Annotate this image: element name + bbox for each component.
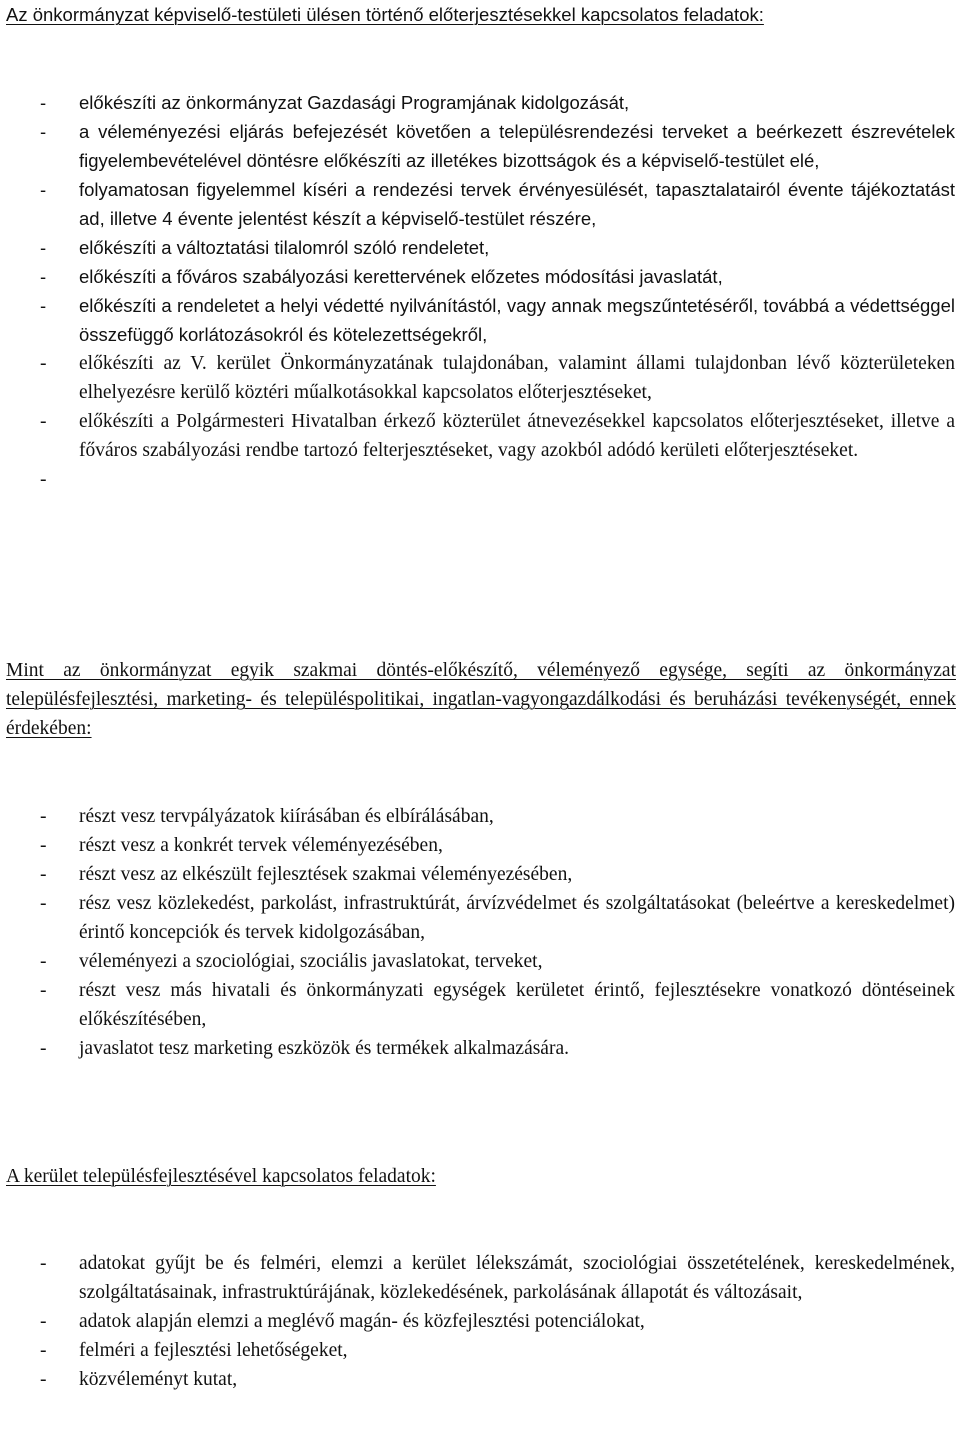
list-item-text: rész vesz közlekedést, parkolást, infrastruktúrát, árvízvédelmet és szolgáltatásokat (beleértve a kereskedelmet) érintő koncepciók és tervek kidolgozásában,	[79, 893, 955, 943]
section2-list	[0, 802, 960, 1063]
list-dash: -	[40, 864, 47, 885]
list-item	[0, 175, 960, 233]
list-item-text: folyamatosan figyelemmel kíséri a rendezési tervek érvényesülését, tapasztalatairól évente tájékoztatást ad, illetve 4 évente jelentést készít a képviselő-testület részére,	[79, 179, 955, 229]
list-dash: -	[40, 1311, 47, 1332]
list-item	[0, 1336, 960, 1365]
list-item	[0, 1365, 960, 1394]
list-item-text: véleményezi a szociológiai, szociális javaslatokat, terveket,	[79, 951, 543, 972]
list-item	[0, 976, 960, 1034]
list-item	[0, 117, 960, 175]
list-item	[0, 1249, 960, 1307]
list-item	[0, 291, 960, 349]
list-item-text: előkészíti a rendeletet a helyi védetté nyilvánítástól, vagy annak megszűntetéséről, továbbá a védettséggel összefüggő korlátozásokról és kötelezettségekről,	[79, 295, 955, 345]
list-dash: -	[40, 893, 47, 914]
list-item	[0, 889, 960, 947]
list-dash: -	[40, 121, 47, 142]
section1-heading: Az önkormányzat képviselő-testületi ülésen történő előterjesztésekkel kapcsolatos feladatok:	[6, 4, 764, 25]
list-item	[0, 831, 960, 860]
list-item-text: adatokat gyűjt be és felméri, elemzi a kerület lélekszámát, szociológiai összetételének, kereskedelmének, szolgáltatásainak, infrastruktúrájának, közlekedésének, parkolásának állapotát és változásait,	[79, 1253, 955, 1303]
list-dash: -	[40, 353, 47, 374]
list-item	[0, 407, 960, 465]
list-item-text: részt vesz a konkrét tervek véleményezésében,	[79, 835, 443, 856]
list-item	[0, 233, 960, 262]
list-item-text: a véleményezési eljárás befejezését követően a településrendezési terveket a beérkezett észrevételek figyelembevételével döntésre előkészíti az illetékes bizottságok és a képviselő-testület elé,	[79, 121, 955, 171]
list-dash: -	[40, 835, 47, 856]
list-dash: -	[40, 1369, 47, 1390]
list-item-text: javaslatot tesz marketing eszközök és termékek alkalmazására.	[79, 1038, 569, 1059]
list-dash: -	[40, 295, 47, 316]
list-item-text: felméri a fejlesztési lehetőségeket,	[79, 1340, 348, 1361]
list-dash: -	[40, 469, 47, 490]
list-item	[0, 947, 960, 976]
list-item-text: előkészíti a változtatási tilalomról szóló rendeletet,	[79, 237, 490, 258]
list-dash: -	[40, 951, 47, 972]
list-dash: -	[40, 1253, 47, 1274]
list-dash: -	[40, 92, 47, 113]
list-item-text: adatok alapján elemzi a meglévő magán- és közfejlesztési potenciálokat,	[79, 1311, 645, 1332]
section2-heading: Mint az önkormányzat egyik szakmai döntés-előkészítő, véleményező egysége, segíti az önkormányzat településfejlesztési, marketing- és településpolitikai, ingatlan-vagyongazdálkodási és beruházási tevékenységét, ennek érdekében:	[6, 660, 956, 739]
list-item-empty	[0, 465, 960, 494]
list-item	[0, 860, 960, 889]
list-dash: -	[40, 1038, 47, 1059]
list-dash: -	[40, 266, 47, 287]
list-item	[0, 262, 960, 291]
list-dash: -	[40, 1340, 47, 1361]
list-item-text: előkészíti az V. kerület Önkormányzatának tulajdonában, valamint állami tulajdonban lévő közterületeken elhelyezésre kerülő köztéri műalkotásokkal kapcsolatos előterjesztéseket,	[79, 353, 955, 403]
list-item-text: részt vesz más hivatali és önkormányzati egységek kerületet érintő, fejlesztésekre vonatkozó döntéseinek előkészítésében,	[79, 980, 955, 1030]
section3-heading: A kerület településfejlesztésével kapcsolatos feladatok:	[6, 1166, 436, 1187]
list-dash: -	[40, 179, 47, 200]
list-dash: -	[40, 237, 47, 258]
list-item-text: előkészíti a Polgármesteri Hivatalban érkező közterület átnevezésekkel kapcsolatos előterjesztéseket, illetve a főváros szabályozási rendbe tartozó felterjesztéseket, vagy azokból adódó kerületi előterjesztéseket.	[79, 411, 955, 461]
list-dash: -	[40, 980, 47, 1001]
list-dash: -	[40, 411, 47, 432]
list-dash: -	[40, 806, 47, 827]
section1-list	[0, 88, 960, 494]
list-item	[0, 349, 960, 407]
list-item	[0, 88, 960, 117]
list-item	[0, 1034, 960, 1063]
list-item	[0, 802, 960, 831]
list-item-text: előkészíti az önkormányzat Gazdasági Programjának kidolgozását,	[79, 92, 630, 113]
list-item-text: előkészíti a főváros szabályozási kerettervének előzetes módosítási javaslatát,	[79, 266, 723, 287]
list-item-text: részt vesz tervpályázatok kiírásában és elbírálásában,	[79, 806, 494, 827]
list-item	[0, 1307, 960, 1336]
section3-list	[0, 1249, 960, 1394]
list-item-text: részt vesz az elkészült fejlesztések szakmai véleményezésében,	[79, 864, 573, 885]
list-item-text: közvéleményt kutat,	[79, 1369, 238, 1390]
